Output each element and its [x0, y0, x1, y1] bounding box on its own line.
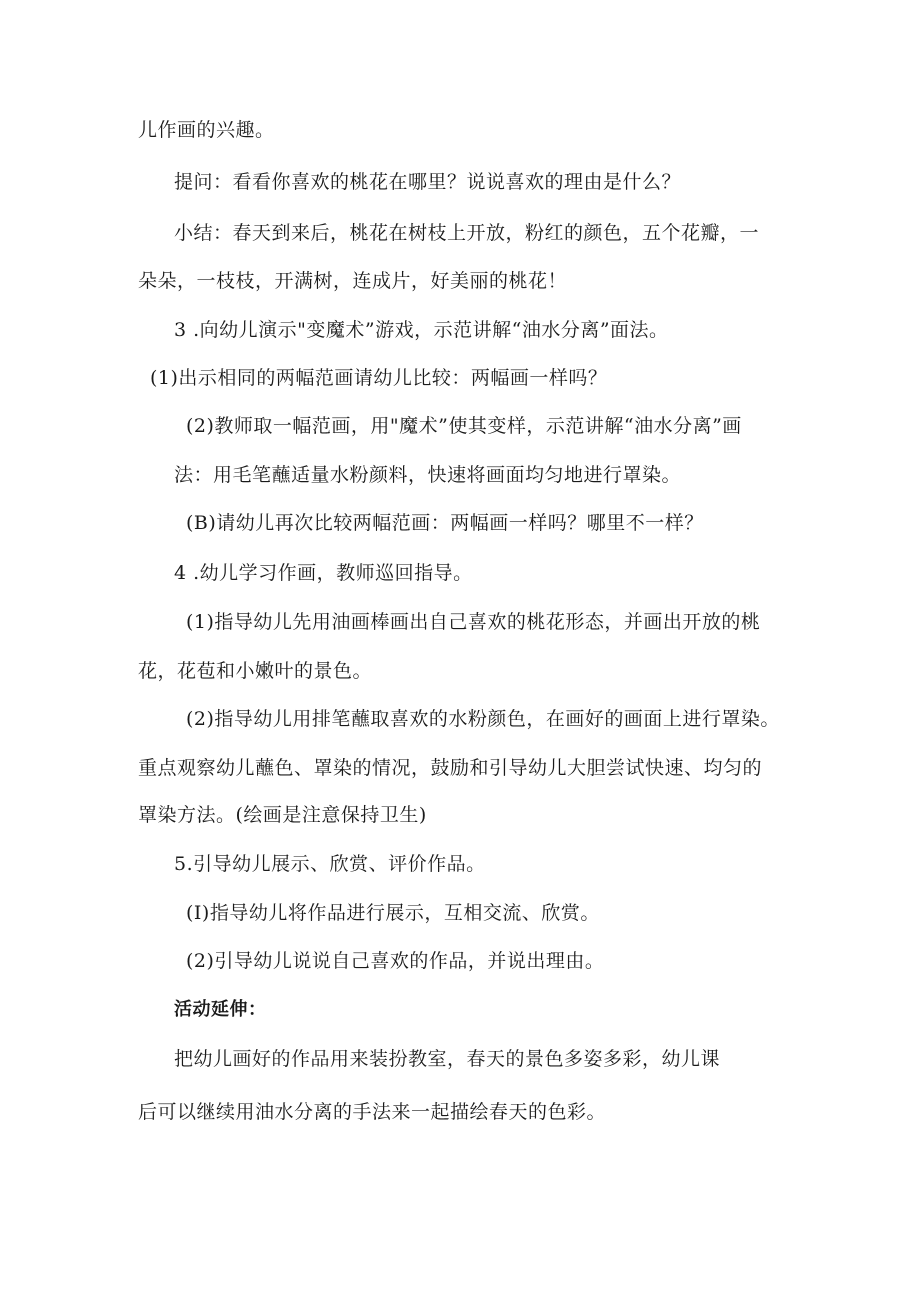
extension-paragraph: 把幼儿画好的作品用来装扮教室，春天的景色多姿多彩，幼儿课 [174, 1048, 721, 1070]
step-4-item-1: (1)指导幼儿先用油画棒画出自己喜欢的桃花形态，并画出开放的桃 [186, 611, 761, 633]
step-5-item-1: (I)指导幼儿将作品进行展示，互相交流、欣赏。 [186, 902, 600, 924]
question-line: 提问：看看你喜欢的桃花在哪里？说说喜欢的理由是什么？ [174, 171, 682, 193]
step-4-item-2-continued: 重点观察幼儿蘸色、罩染的情况，鼓励和引导幼儿大胆尝试快速、均匀的 [138, 757, 763, 779]
summary-line-continued: 朵朵，一枝枝，开满树，连成片，好美丽的桃花！ [138, 270, 568, 292]
extension-paragraph-continued: 后可以继续用油水分离的手法来一起描绘春天的色彩。 [138, 1101, 607, 1123]
step-3-item-2-continued: 法：用毛笔蘸适量水粉颜料，快速将画面均匀地进行罩染。 [174, 464, 682, 486]
step-3-heading: 3 .向幼儿演示"变魔术”游戏，示范讲解“油水分离”面法。 [174, 319, 669, 341]
paragraph-line-1: 儿作画的兴趣。 [138, 119, 275, 141]
step-4-heading: 4 .幼儿学习作画，教师巡回指导。 [174, 562, 473, 584]
step-5-heading: 5.引导幼儿展示、欣赏、评价作品。 [174, 853, 486, 875]
step-3-item-1: (1)出示相同的两幅范画请幼儿比较：两幅画一样吗？ [150, 367, 608, 389]
activity-extension-heading: 活动延伸： [174, 999, 267, 1020]
step-4-item-2-end: 罩染方法。(绘画是注意保持卫生) [138, 804, 427, 826]
summary-line: 小结：春天到来后，桃花在树枝上开放，粉红的颜色，五个花瓣，一 [174, 222, 760, 244]
step-3-item-2: (2)教师取一幅范画，用"魔术”使其变样，示范讲解“油水分离”画 [186, 415, 742, 437]
step-3-item-3: (B)请幼儿再次比较两幅范画：两幅画一样吗？哪里不一样？ [186, 512, 704, 534]
step-4-item-1-continued: 花，花苞和小嫩叶的景色。 [138, 660, 373, 682]
step-5-item-2: (2)引导幼儿说说自己喜欢的作品，并说出理由。 [186, 950, 605, 972]
step-4-item-2: (2)指导幼儿用排笔蘸取喜欢的水粉颜色，在画好的画面上进行罩染。 [186, 708, 780, 730]
